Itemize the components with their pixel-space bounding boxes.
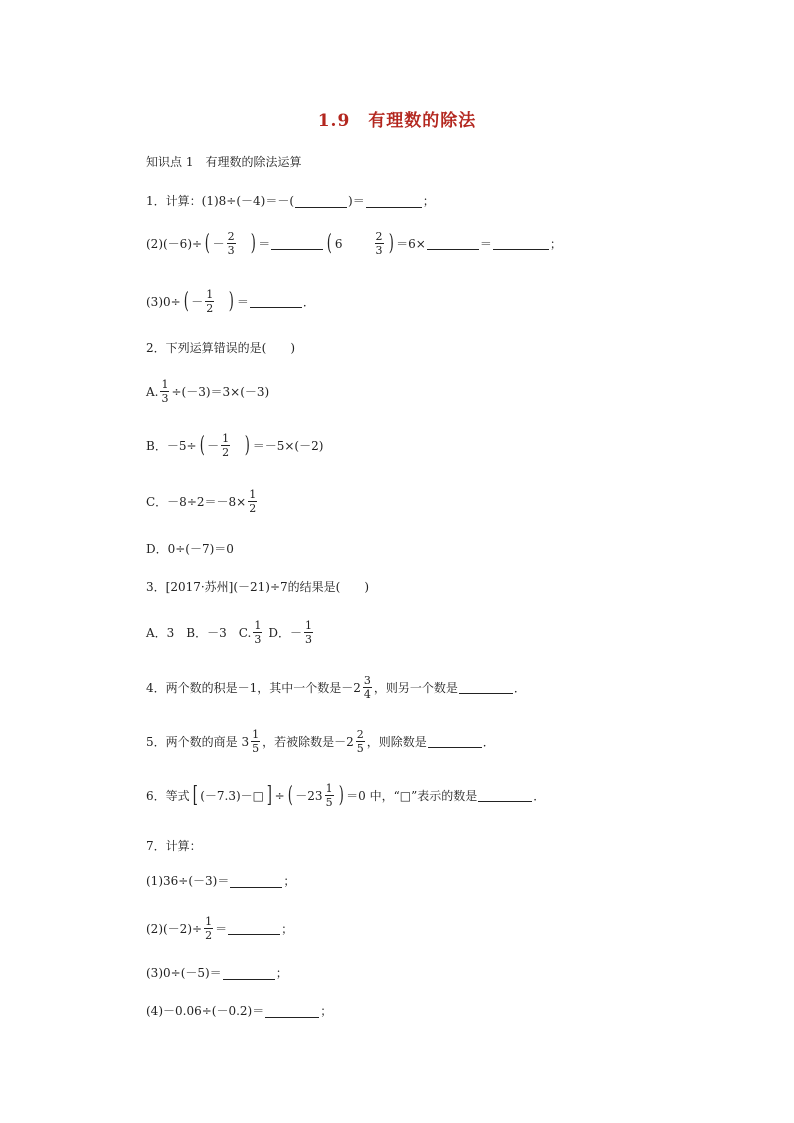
q6 — [146, 782, 545, 809]
fraction-denominator: 5 — [325, 796, 333, 809]
fraction-numerator: 1 — [161, 378, 169, 391]
q3-stem-text: 3．[2017·苏州](－21)÷7的结果是( ) — [146, 580, 370, 594]
q1-line1-text-b: )＝ — [348, 194, 365, 208]
answer-blank[interactable] — [230, 875, 282, 888]
right-paren: ) — [388, 230, 394, 256]
left-paren: [ — [192, 782, 198, 808]
q7-part1-text: (1)36÷(－3)＝ — [146, 874, 230, 888]
q5 — [146, 728, 495, 755]
q1-line2-text-d: ＝ — [479, 236, 492, 251]
q4-text-b: ，则另一个数是 — [373, 680, 458, 695]
fraction — [375, 230, 384, 257]
right-paren: ) — [250, 230, 256, 256]
q1-line3-text-b: ＝ — [236, 294, 249, 309]
fraction — [304, 619, 313, 646]
fraction-denominator: 2 — [205, 929, 213, 942]
fraction-denominator: 2 — [249, 502, 257, 515]
q7-part3-end: ； — [275, 966, 288, 980]
answer-blank[interactable] — [493, 237, 549, 250]
fraction — [204, 915, 213, 942]
q7-part2 — [146, 915, 293, 942]
option-text: ÷(－3)＝3×(－3) — [171, 384, 270, 399]
answer-blank[interactable] — [478, 789, 532, 802]
option-label: A. — [146, 384, 159, 399]
q1-line2-six: 6 — [334, 236, 343, 251]
q5-text-c: ，则除数是 — [366, 734, 427, 749]
q6-text-e: ． — [533, 788, 546, 803]
fraction — [221, 432, 230, 459]
fraction-denominator: 3 — [227, 244, 235, 257]
fraction-numerator: 1 — [252, 728, 260, 741]
section-heading — [146, 154, 301, 170]
fraction — [356, 728, 365, 755]
answer-blank[interactable] — [295, 195, 347, 208]
right-paren: ) — [338, 782, 344, 808]
q1-line1 — [146, 193, 435, 209]
fraction-numerator: 2 — [356, 728, 364, 741]
fraction-denominator: 3 — [304, 633, 312, 646]
fraction-numerator: 2 — [375, 230, 383, 243]
fraction — [248, 488, 257, 515]
q7-part2-text-a: (2)(－2)÷ — [146, 921, 203, 936]
q6-text-d: ＝0 中，“□”表示的数是 — [346, 788, 478, 803]
q7-part4-text: (4)－0.06÷(－0.2)＝ — [146, 1004, 265, 1018]
minus-sign: － — [191, 294, 204, 309]
q2-option-d[interactable] — [146, 541, 234, 557]
q7-part3 — [146, 965, 288, 981]
q2-option-a[interactable] — [146, 378, 269, 405]
fraction — [160, 378, 169, 405]
option-text: D．0÷(－7)＝0 — [146, 542, 234, 556]
right-paren: ) — [244, 432, 250, 458]
fraction-numerator: 1 — [205, 915, 213, 928]
q2-option-b[interactable] — [146, 432, 323, 459]
q1-line2-text-b: ＝ — [258, 236, 271, 251]
answer-blank[interactable] — [271, 237, 323, 250]
q7-part2-text-b: ＝ — [215, 921, 228, 936]
fraction-numerator: 1 — [254, 619, 262, 632]
option-text: A．3 B．－3 C. — [146, 625, 252, 640]
q1-line2-text-c: ＝6× — [396, 236, 426, 251]
fraction-denominator: 5 — [252, 742, 260, 755]
answer-blank[interactable] — [459, 681, 513, 694]
fraction — [253, 619, 262, 646]
option-text: B．－5÷ — [146, 438, 197, 453]
q7-part1 — [146, 873, 295, 889]
fraction — [205, 288, 214, 315]
q5-text-a: 5．两个数的商是 3 — [146, 734, 250, 749]
fraction-numerator: 1 — [325, 782, 333, 795]
option-text: C．－8÷2＝－8× — [146, 494, 247, 509]
q1-line3-text-c: ． — [302, 294, 315, 309]
left-paren: ( — [204, 230, 210, 256]
answer-blank[interactable] — [265, 1005, 319, 1018]
q2-stem-text: 2．下列运算错误的是( ) — [146, 341, 295, 355]
q7-part3-text: (3)0÷(－5)＝ — [146, 966, 222, 980]
fraction-denominator: 2 — [222, 446, 230, 459]
q1-line2 — [146, 230, 562, 257]
q7-stem — [146, 838, 202, 854]
q4-text-c: ． — [513, 680, 526, 695]
q1-line1-text-c: ； — [422, 194, 435, 208]
fraction — [363, 674, 372, 701]
fraction — [227, 230, 236, 257]
answer-blank[interactable] — [428, 735, 482, 748]
left-paren: ( — [327, 230, 333, 256]
answer-blank[interactable] — [228, 922, 280, 935]
fraction-numerator: 1 — [304, 619, 312, 632]
fraction-denominator: 3 — [254, 633, 262, 646]
fraction — [325, 782, 334, 809]
q6-mixed-int: －23 — [295, 788, 323, 803]
q4 — [146, 674, 526, 701]
left-paren: ( — [199, 432, 205, 458]
minus-sign: － — [212, 236, 225, 251]
q5-text-d: ． — [482, 734, 495, 749]
section-heading-text: 知识点 1 有理数的除法运算 — [146, 155, 302, 169]
answer-blank[interactable] — [223, 967, 275, 980]
page-title: 1.9 有理数的除法 — [317, 111, 477, 131]
fraction-numerator: 1 — [249, 488, 257, 501]
answer-blank[interactable] — [366, 195, 422, 208]
q3-stem — [146, 579, 369, 595]
fraction-numerator: 3 — [363, 674, 371, 687]
fraction-numerator: 1 — [206, 288, 214, 301]
fraction-denominator: 4 — [363, 688, 371, 701]
q4-text-a: 4．两个数的积是－1，其中一个数是－2 — [146, 680, 361, 695]
right-paren: ) — [229, 288, 235, 314]
fraction-denominator: 3 — [375, 244, 383, 257]
q2-stem — [146, 340, 295, 356]
q3-options[interactable] — [146, 619, 315, 646]
fraction-numerator: 2 — [227, 230, 235, 243]
q1-line3 — [146, 288, 315, 315]
option-text: D．－ — [268, 625, 302, 640]
fraction — [251, 728, 260, 755]
left-paren: ( — [287, 782, 293, 808]
left-paren: ( — [183, 288, 189, 314]
q1-line3-text-a: (3)0÷ — [146, 294, 181, 309]
q7-part1-end: ； — [283, 874, 296, 888]
option-text: ＝－5×(－2) — [252, 438, 324, 453]
answer-blank[interactable] — [250, 295, 302, 308]
q5-text-b: ，若被除数是－2 — [262, 734, 354, 749]
q2-option-c[interactable] — [146, 488, 259, 515]
q7-part2-end: ； — [281, 921, 294, 936]
fraction-numerator: 1 — [222, 432, 230, 445]
q1-line2-text-a: (2)(－6)÷ — [146, 236, 203, 251]
fraction-denominator: 2 — [206, 302, 214, 315]
fraction-denominator: 5 — [356, 742, 364, 755]
answer-blank[interactable] — [427, 237, 479, 250]
q1-line2-text-e: ； — [549, 236, 562, 251]
q6-text-c: ÷ — [274, 788, 285, 803]
q7-part4-end: ； — [320, 1004, 333, 1018]
q1-line1-text-a: 1．计算：(1)8÷(－4)＝－( — [146, 194, 295, 208]
q6-text-b: (－7.3)－□ — [200, 788, 265, 803]
right-paren: ] — [266, 782, 272, 808]
q7-part4 — [146, 1003, 332, 1019]
minus-sign: － — [207, 438, 220, 453]
q6-text-a: 6．等式 — [146, 788, 190, 803]
q7-stem-text: 7．计算： — [146, 839, 202, 853]
fraction-denominator: 3 — [161, 392, 169, 405]
